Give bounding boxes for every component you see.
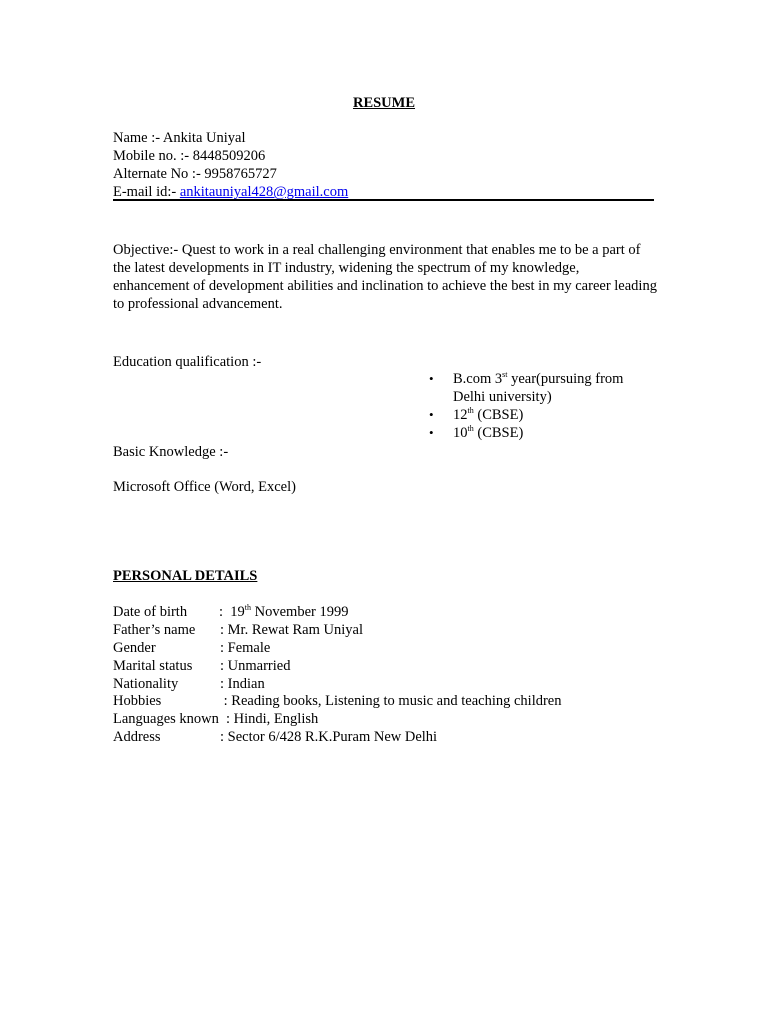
education-item: • B.com 3st year(pursuing from Delhi university) <box>429 370 624 405</box>
personal-details-heading: PERSONAL DETAILS <box>113 568 258 584</box>
father-name-value: : Mr. Rewat Ram Uniyal <box>220 622 363 638</box>
education-item: • 10th (CBSE) <box>429 424 524 441</box>
gender-label: Gender <box>113 640 156 656</box>
marital-status-value: : Unmarried <box>220 658 291 674</box>
nationality-value: : Indian <box>220 676 265 692</box>
alternate-number-line: Alternate No :- 9958765727 <box>113 166 277 182</box>
email-label: E-mail id:- <box>113 184 180 200</box>
bullet-icon: • <box>429 407 434 422</box>
objective-paragraph: Objective:- Quest to work in a real challenging environment that enables me to be a part of the latest developments in IT industry, widening the spectrum of my knowledge, enhancement of development abilities and inclination to achieve the best in my career leading to professional advancement. <box>113 242 657 312</box>
marital-status-label: Marital status <box>113 658 193 674</box>
bullet-icon: • <box>429 371 434 386</box>
dob-value: : 19th November 1999 <box>219 603 349 620</box>
contact-divider <box>113 199 654 201</box>
name-line: Name :- Ankita Uniyal <box>113 130 246 146</box>
languages-label: Languages known <box>113 711 219 727</box>
address-value: : Sector 6/428 R.K.Puram New Delhi <box>220 729 438 745</box>
hobbies-value: : Reading books, Listening to music and teaching children <box>220 693 562 709</box>
resume-title: RESUME <box>352 95 416 111</box>
education-item: • 12th (CBSE) <box>429 406 524 423</box>
father-name-label: Father’s name <box>113 622 196 638</box>
nationality-label: Nationality <box>113 676 179 692</box>
knowledge-heading: Basic Knowledge :- <box>113 444 229 460</box>
hobbies-label: Hobbies <box>113 693 162 709</box>
gender-value: : Female <box>220 640 271 656</box>
languages-value: : Hindi, English <box>226 711 319 727</box>
knowledge-value: Microsoft Office (Word, Excel) <box>113 479 296 495</box>
education-heading: Education qualification :- <box>113 354 262 370</box>
bullet-icon: • <box>429 425 434 440</box>
education-list <box>426 370 656 442</box>
dob-label: Date of birth <box>113 604 188 620</box>
address-label: Address <box>113 729 161 745</box>
mobile-line: Mobile no. :- 8448509206 <box>113 148 266 164</box>
email-link[interactable]: ankitauniyal428@gmail.com <box>179 184 349 200</box>
